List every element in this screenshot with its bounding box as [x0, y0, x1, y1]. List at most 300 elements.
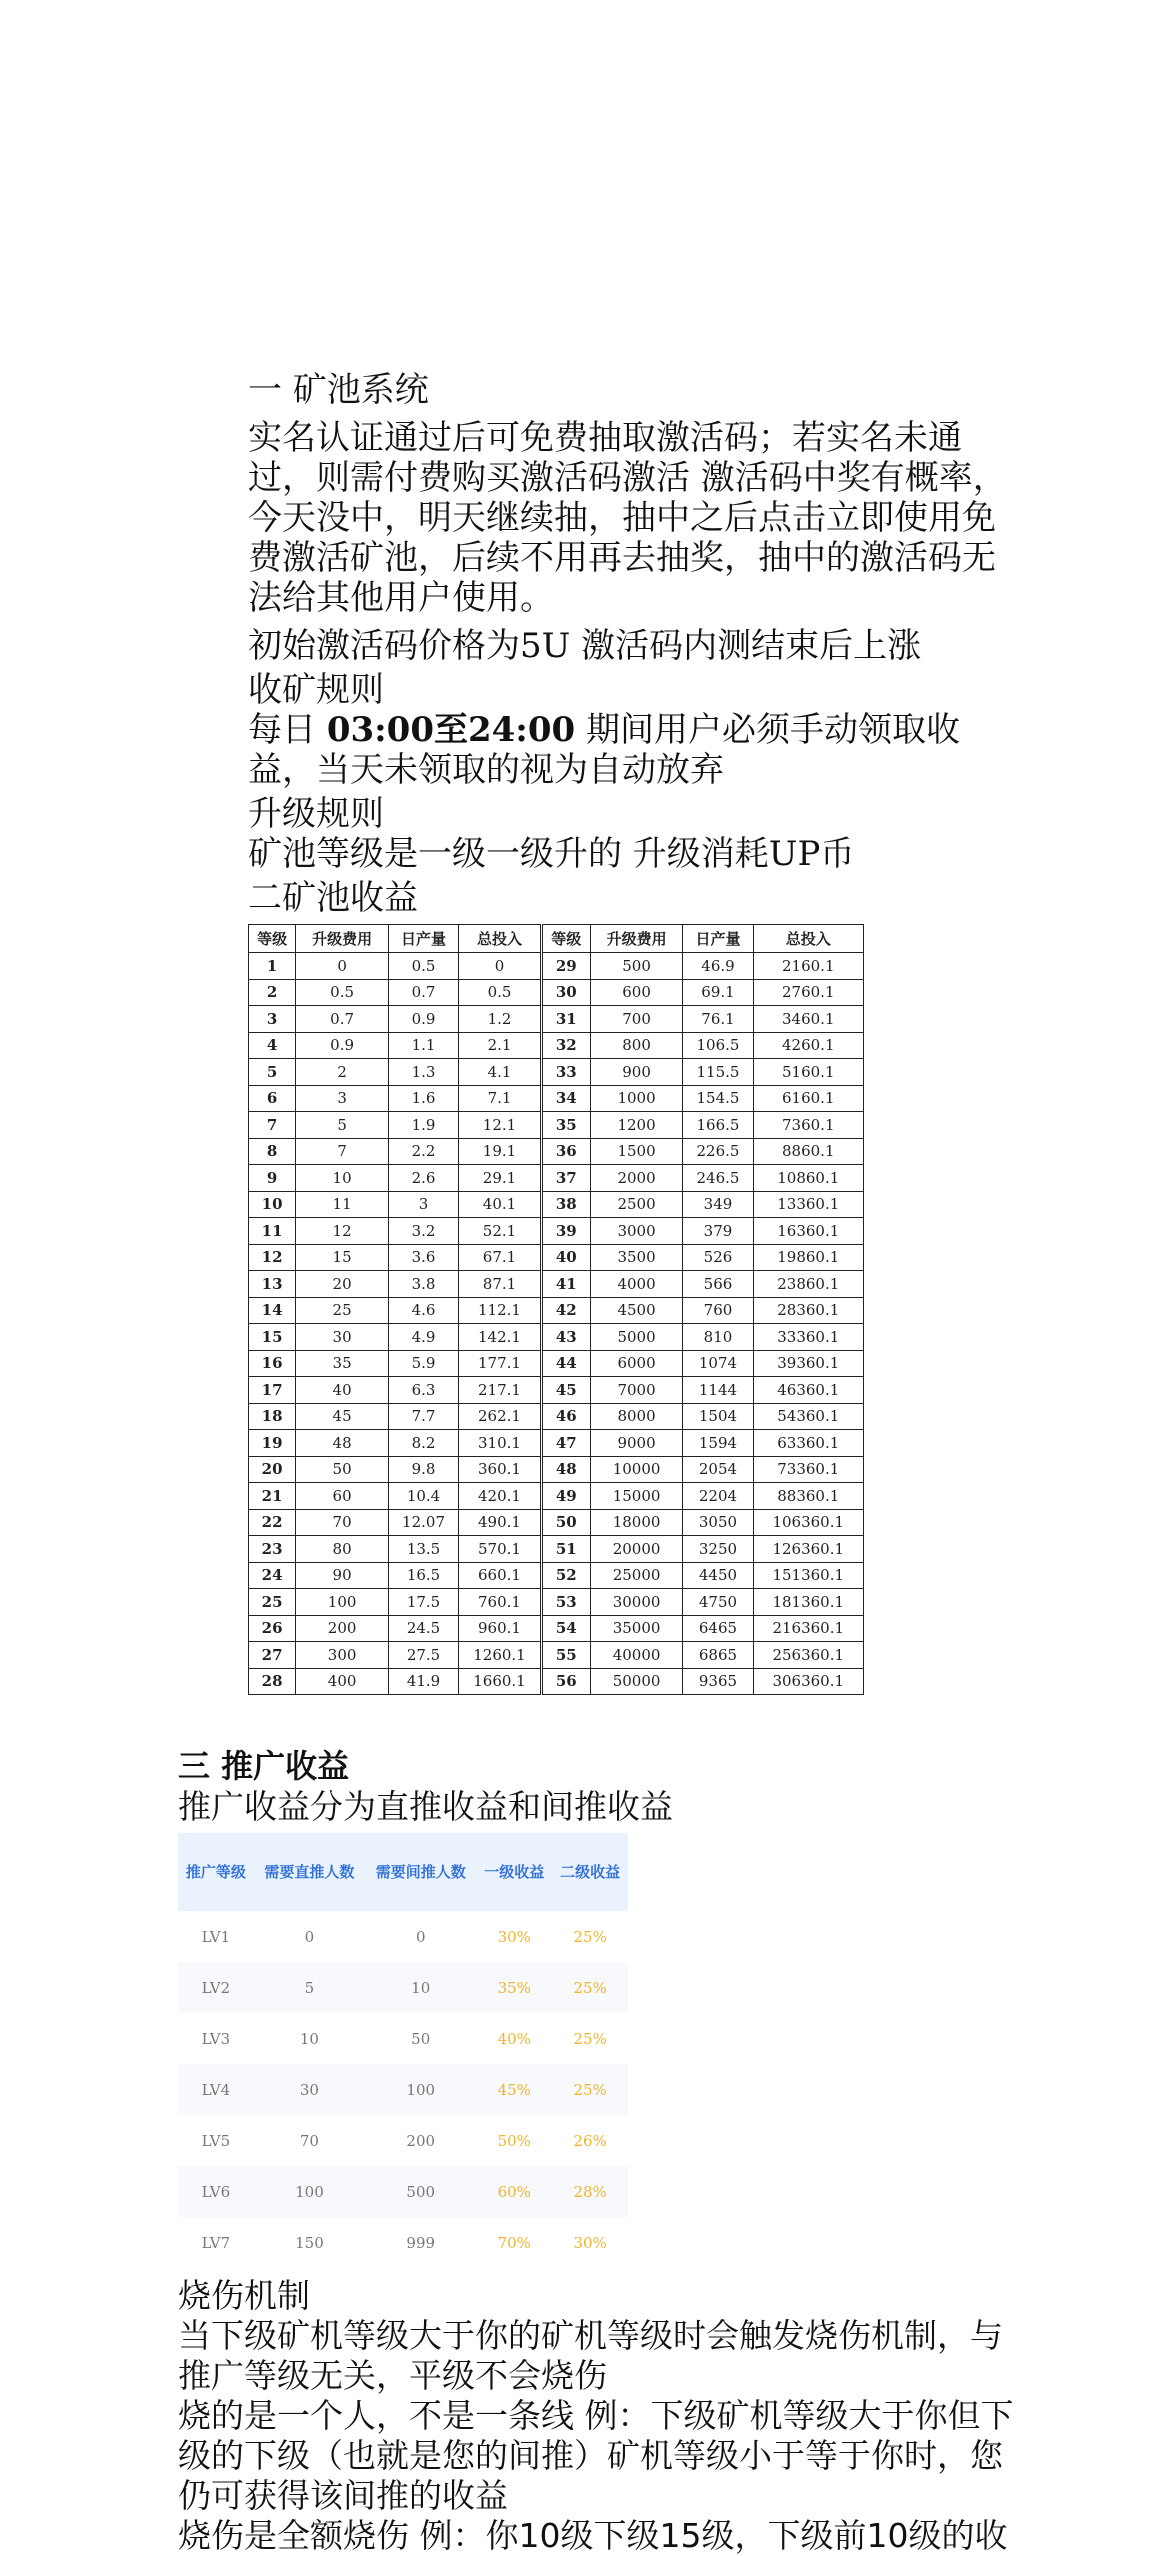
table-cell: 2054 — [683, 1456, 753, 1483]
table-cell: 43 — [541, 1324, 590, 1351]
mining-header-cell: 升级费用 — [296, 925, 389, 953]
table-cell: 40 — [296, 1377, 389, 1404]
table-cell: 10 — [365, 1962, 476, 2013]
table-cell: 25000 — [590, 1562, 683, 1589]
table-cell: 3 — [296, 1085, 389, 1112]
table-cell: 15000 — [590, 1483, 683, 1510]
table-cell: 69.1 — [683, 979, 753, 1006]
table-cell: 800 — [590, 1032, 683, 1059]
promotion-header-cell: 一级收益 — [476, 1833, 552, 1911]
table-cell: 19.1 — [459, 1138, 542, 1165]
table-row — [249, 1642, 864, 1669]
table-cell: 1200 — [590, 1112, 683, 1139]
table-cell: 50 — [541, 1509, 590, 1536]
table-cell: 4450 — [683, 1562, 753, 1589]
table-cell: 4000 — [590, 1271, 683, 1298]
table-cell: 14 — [249, 1297, 296, 1324]
table-cell: 2500 — [590, 1191, 683, 1218]
table-row — [249, 1562, 864, 1589]
table-cell: 30% — [573, 2233, 607, 2252]
table-cell: 9.8 — [389, 1456, 459, 1483]
table-row — [178, 1911, 628, 1962]
table-cell: 100 — [296, 1589, 389, 1616]
table-cell: 360.1 — [459, 1456, 542, 1483]
table-cell: 35000 — [590, 1615, 683, 1642]
table-cell: 27.5 — [389, 1642, 459, 1669]
table-cell: LV5 — [201, 2131, 231, 2150]
table-cell: 52 — [541, 1562, 590, 1589]
table-row — [249, 1668, 864, 1695]
table-cell: 12.1 — [459, 1112, 542, 1139]
mining-pool-section — [248, 370, 1008, 1695]
table-cell: 3 — [249, 1006, 296, 1033]
table-cell: 31 — [541, 1006, 590, 1033]
table-cell: 112.1 — [459, 1297, 542, 1324]
table-cell: 3500 — [590, 1244, 683, 1271]
table-cell: 500 — [365, 2166, 476, 2217]
promotion-header-cell: 需要间推人数 — [365, 1833, 476, 1911]
table-cell: 70 — [299, 2131, 319, 2150]
table-cell: 6465 — [683, 1615, 753, 1642]
table-cell: 25% — [552, 1962, 628, 2013]
table-cell: 46360.1 — [753, 1377, 864, 1404]
mining-income-table-wrap — [248, 924, 864, 1695]
table-cell: 7360.1 — [753, 1112, 864, 1139]
table-cell: 6865 — [683, 1642, 753, 1669]
table-row — [249, 1483, 864, 1510]
table-cell: 500 — [590, 953, 683, 980]
collect-prefix: 每日 — [248, 710, 327, 750]
table-cell: 38 — [541, 1191, 590, 1218]
table-cell: 39 — [541, 1218, 590, 1245]
section2-title: 二矿池收益 — [248, 878, 418, 918]
table-cell: 7 — [249, 1112, 296, 1139]
collect-suffix: 期间用户必须手动领取收益，当天未领取的视为自动放弃 — [248, 710, 960, 790]
table-cell: 1000 — [590, 1085, 683, 1112]
table-cell: 5.9 — [389, 1350, 459, 1377]
table-cell: 48 — [541, 1456, 590, 1483]
table-cell: 18 — [249, 1403, 296, 1430]
upgrade-rule-title: 升级规则 — [248, 794, 384, 834]
table-cell: 44 — [541, 1350, 590, 1377]
table-cell: 60% — [476, 2166, 552, 2217]
table-cell: 1 — [249, 953, 296, 980]
table-cell: 20 — [249, 1456, 296, 1483]
table-cell: 25 — [296, 1297, 389, 1324]
table-cell: 19 — [249, 1430, 296, 1457]
table-cell: 379 — [683, 1218, 753, 1245]
table-cell: LV4 — [178, 2064, 254, 2115]
table-row — [249, 1085, 864, 1112]
table-cell: 1.6 — [389, 1085, 459, 1112]
table-row — [178, 2064, 628, 2115]
table-cell: 28% — [552, 2166, 628, 2217]
table-row — [249, 1218, 864, 1245]
table-cell: 8000 — [590, 1403, 683, 1430]
table-cell: 4.1 — [459, 1059, 542, 1086]
table-cell: 51 — [541, 1536, 590, 1563]
table-cell: 5000 — [590, 1324, 683, 1351]
table-cell: 900 — [590, 1059, 683, 1086]
table-cell: 3250 — [683, 1536, 753, 1563]
promotion-table-header — [178, 1833, 628, 1911]
table-cell: 15 — [249, 1324, 296, 1351]
table-row — [249, 1059, 864, 1086]
table-cell: 262.1 — [459, 1403, 542, 1430]
table-cell: 181360.1 — [753, 1589, 864, 1616]
table-cell: 3000 — [590, 1218, 683, 1245]
table-row — [178, 2217, 628, 2268]
table-cell: 26 — [249, 1615, 296, 1642]
table-row — [249, 1350, 864, 1377]
table-cell: 217.1 — [459, 1377, 542, 1404]
table-cell: 4260.1 — [753, 1032, 864, 1059]
table-row — [249, 1271, 864, 1298]
promotion-intro: 推广收益分为直推收益和间推收益 — [178, 1787, 673, 1826]
promotion-header-cell: 推广等级 — [178, 1833, 254, 1911]
table-cell: 49 — [541, 1483, 590, 1510]
table-cell: 100 — [365, 2064, 476, 2115]
table-cell: 24 — [249, 1562, 296, 1589]
table-cell: 566 — [683, 1271, 753, 1298]
mining-header-cell: 升级费用 — [590, 925, 683, 953]
table-cell: 16 — [249, 1350, 296, 1377]
table-cell: 7.7 — [389, 1403, 459, 1430]
table-cell: LV3 — [201, 2029, 231, 2048]
table-cell: 20000 — [590, 1536, 683, 1563]
table-cell: 80 — [296, 1536, 389, 1563]
table-cell: 18000 — [590, 1509, 683, 1536]
mining-header-cell: 等级 — [249, 925, 296, 953]
table-cell: 0.7 — [296, 1006, 389, 1033]
promotion-table — [178, 1833, 628, 2268]
table-cell: 106360.1 — [753, 1509, 864, 1536]
table-cell: 6 — [249, 1085, 296, 1112]
table-cell: 1.2 — [459, 1006, 542, 1033]
table-cell: 9365 — [683, 1668, 753, 1695]
table-cell: 1074 — [683, 1350, 753, 1377]
table-cell: 21 — [249, 1483, 296, 1510]
table-cell: 60 — [296, 1483, 389, 1510]
table-cell: 50000 — [590, 1668, 683, 1695]
table-cell: 3050 — [683, 1509, 753, 1536]
table-cell: 2204 — [683, 1483, 753, 1510]
table-row — [178, 1962, 628, 2013]
table-cell: 12 — [249, 1244, 296, 1271]
table-cell: 216360.1 — [753, 1615, 864, 1642]
table-cell: 2.6 — [389, 1165, 459, 1192]
table-cell: 2 — [296, 1059, 389, 1086]
table-cell: LV1 — [201, 1927, 231, 1946]
table-cell: 35 — [541, 1112, 590, 1139]
table-cell: 32 — [541, 1032, 590, 1059]
activation-price-paragraph: 初始激活码价格为5U 激活码内测结束后上涨 — [248, 626, 922, 666]
table-cell: 200 — [296, 1615, 389, 1642]
table-cell: 9 — [249, 1165, 296, 1192]
table-cell: 1.3 — [389, 1059, 459, 1086]
table-cell: 22 — [249, 1509, 296, 1536]
table-cell: 7 — [296, 1138, 389, 1165]
promotion-header-cell: 需要直推人数 — [254, 1833, 365, 1911]
table-row — [178, 2166, 628, 2217]
table-cell: 400 — [296, 1668, 389, 1695]
table-cell: 90 — [296, 1562, 389, 1589]
table-cell: 4500 — [590, 1297, 683, 1324]
table-cell: 0.9 — [389, 1006, 459, 1033]
table-cell: 6000 — [590, 1350, 683, 1377]
table-cell: 1500 — [590, 1138, 683, 1165]
promotion-header-cell: 二级收益 — [552, 1833, 628, 1911]
table-cell: 55 — [541, 1642, 590, 1669]
table-cell: 5160.1 — [753, 1059, 864, 1086]
collect-time: 03:00至24:00 — [326, 710, 576, 750]
table-row — [249, 1403, 864, 1430]
table-cell: 166.5 — [683, 1112, 753, 1139]
table-cell: 33360.1 — [753, 1324, 864, 1351]
table-cell: 46.9 — [683, 953, 753, 980]
table-cell: 13.5 — [389, 1536, 459, 1563]
table-cell: 52.1 — [459, 1218, 542, 1245]
table-cell: 25% — [552, 2064, 628, 2115]
table-cell: 40% — [497, 2029, 531, 2048]
table-row — [249, 1297, 864, 1324]
table-row — [249, 1615, 864, 1642]
table-cell: 0.7 — [389, 979, 459, 1006]
table-cell: 306360.1 — [753, 1668, 864, 1695]
table-cell: 12.07 — [389, 1509, 459, 1536]
table-cell: 2160.1 — [753, 953, 864, 980]
table-cell: 10860.1 — [753, 1165, 864, 1192]
table-cell: 5 — [249, 1059, 296, 1086]
mining-header-cell: 总投入 — [753, 925, 864, 953]
table-cell: 30000 — [590, 1589, 683, 1616]
table-row — [249, 1165, 864, 1192]
table-row — [249, 1032, 864, 1059]
table-row — [249, 1456, 864, 1483]
table-cell: 0 — [296, 953, 389, 980]
table-cell: 960.1 — [459, 1615, 542, 1642]
table-cell: 7000 — [590, 1377, 683, 1404]
table-row — [249, 1112, 864, 1139]
table-cell: 20 — [296, 1271, 389, 1298]
table-cell: 200 — [406, 2131, 436, 2150]
table-cell: 177.1 — [459, 1350, 542, 1377]
collect-rule-text — [248, 710, 1008, 790]
table-cell: 1.1 — [389, 1032, 459, 1059]
table-row — [249, 1430, 864, 1457]
table-cell: 6160.1 — [753, 1085, 864, 1112]
table-cell: 8.2 — [389, 1430, 459, 1457]
table-cell: 3.2 — [389, 1218, 459, 1245]
table-cell: 106.5 — [683, 1032, 753, 1059]
table-cell: 26% — [573, 2131, 607, 2150]
table-cell: 999 — [406, 2233, 436, 2252]
activation-code-paragraph: 实名认证通过后可免费抽取激活码；若实名未通过，则需付费购买激活码激活 激活码中奖有概率，今天没中，明天继续抽，抽中之后点击立即使用免费激活矿池，后续不用再去抽奖，抽中的激活码无法给其他用户使用。 — [248, 418, 1007, 618]
table-row — [249, 1006, 864, 1033]
table-cell: 526 — [683, 1244, 753, 1271]
table-cell: 30 — [296, 1324, 389, 1351]
table-cell: 420.1 — [459, 1483, 542, 1510]
table-cell: 40000 — [590, 1642, 683, 1669]
table-cell: 63360.1 — [753, 1430, 864, 1457]
table-cell: 2000 — [590, 1165, 683, 1192]
table-row — [178, 2013, 628, 2064]
table-cell: 126360.1 — [753, 1536, 864, 1563]
table-cell: 29 — [541, 953, 590, 980]
table-cell: 246.5 — [683, 1165, 753, 1192]
table-cell: 1144 — [683, 1377, 753, 1404]
table-cell: 27 — [249, 1642, 296, 1669]
mining-header-cell: 日产量 — [683, 925, 753, 953]
table-cell: 19860.1 — [753, 1244, 864, 1271]
burn-paragraph-3: 烧伤是全额烧伤 例：你10级下级15级，下级前10级的收 — [178, 2516, 1008, 2555]
table-cell: 54360.1 — [753, 1403, 864, 1430]
table-cell: 0 — [459, 953, 542, 980]
table-row — [178, 2115, 628, 2166]
table-cell: 25 — [249, 1589, 296, 1616]
table-cell: 67.1 — [459, 1244, 542, 1271]
table-cell: 70 — [296, 1509, 389, 1536]
table-cell: 1594 — [683, 1430, 753, 1457]
table-cell: 12 — [296, 1218, 389, 1245]
mining-header-cell: 日产量 — [389, 925, 459, 953]
table-cell: 17.5 — [389, 1589, 459, 1616]
table-cell: 2760.1 — [753, 979, 864, 1006]
table-cell: 0 — [304, 1927, 315, 1946]
table-cell: 13360.1 — [753, 1191, 864, 1218]
table-cell: 47 — [541, 1430, 590, 1457]
burn-paragraph-1: 当下级矿机等级大于你的矿机等级时会触发烧伤机制，与推广等级无关，平级不会烧伤 — [178, 2316, 1003, 2395]
table-cell: 35 — [296, 1350, 389, 1377]
table-cell: 2 — [249, 979, 296, 1006]
table-cell: LV2 — [178, 1962, 254, 2013]
table-cell: LV6 — [178, 2166, 254, 2217]
table-row — [249, 1536, 864, 1563]
table-cell: 3.6 — [389, 1244, 459, 1271]
table-cell: 760.1 — [459, 1589, 542, 1616]
table-cell: 600 — [590, 979, 683, 1006]
table-cell: 34 — [541, 1085, 590, 1112]
table-cell: 3460.1 — [753, 1006, 864, 1033]
table-cell: 150 — [295, 2233, 324, 2252]
table-cell: 810 — [683, 1324, 753, 1351]
table-cell: 310.1 — [459, 1430, 542, 1457]
table-cell: 0.5 — [459, 979, 542, 1006]
table-cell: 23860.1 — [753, 1271, 864, 1298]
table-cell: 45% — [476, 2064, 552, 2115]
table-cell: 1.9 — [389, 1112, 459, 1139]
table-cell: 41.9 — [389, 1668, 459, 1695]
table-row — [249, 1244, 864, 1271]
section3-title: 三 推广收益 — [178, 1747, 350, 1785]
mining-income-table — [248, 924, 864, 1695]
table-cell: 5 — [296, 1112, 389, 1139]
table-cell: 16360.1 — [753, 1218, 864, 1245]
collect-rule-title: 收矿规则 — [248, 670, 384, 710]
table-cell: 73360.1 — [753, 1456, 864, 1483]
table-cell: 490.1 — [459, 1509, 542, 1536]
table-cell: 660.1 — [459, 1562, 542, 1589]
table-cell: 10.4 — [389, 1483, 459, 1510]
table-cell: 4.6 — [389, 1297, 459, 1324]
mining-header-cell: 等级 — [541, 925, 590, 953]
table-cell: 30% — [497, 1927, 531, 1946]
table-cell: 45 — [296, 1403, 389, 1430]
table-cell: 50 — [296, 1456, 389, 1483]
table-row — [249, 1138, 864, 1165]
table-cell: 154.5 — [683, 1085, 753, 1112]
table-cell: 5 — [254, 1962, 365, 2013]
table-cell: 16.5 — [389, 1562, 459, 1589]
table-cell: 300 — [296, 1642, 389, 1669]
table-cell: 10 — [299, 2029, 319, 2048]
table-cell: 4750 — [683, 1589, 753, 1616]
table-cell: 23 — [249, 1536, 296, 1563]
table-cell: 76.1 — [683, 1006, 753, 1033]
table-cell: 28 — [249, 1668, 296, 1695]
table-cell: 760 — [683, 1297, 753, 1324]
table-row — [249, 1324, 864, 1351]
promotion-table-wrap — [178, 1833, 628, 2268]
upgrade-rule-text: 矿池等级是一级一级升的 升级消耗UP币 — [248, 834, 855, 874]
table-cell: 87.1 — [459, 1271, 542, 1298]
promotion-section — [178, 1745, 1018, 2556]
table-row — [249, 979, 864, 1006]
table-cell: 2.2 — [389, 1138, 459, 1165]
table-cell: 10 — [296, 1165, 389, 1192]
table-cell: 17 — [249, 1377, 296, 1404]
section1-title: 一 矿池系统 — [248, 370, 429, 410]
table-cell: 100 — [254, 2166, 365, 2217]
table-cell: 28360.1 — [753, 1297, 864, 1324]
table-row — [249, 1191, 864, 1218]
table-cell: 9000 — [590, 1430, 683, 1457]
table-cell: 10 — [249, 1191, 296, 1218]
table-cell: 0 — [415, 1927, 426, 1946]
table-cell: 7.1 — [459, 1085, 542, 1112]
table-cell: 8860.1 — [753, 1138, 864, 1165]
table-cell: 11 — [249, 1218, 296, 1245]
table-cell: 53 — [541, 1589, 590, 1616]
table-row — [249, 1509, 864, 1536]
table-cell: 25% — [573, 1927, 607, 1946]
table-cell: LV7 — [201, 2233, 231, 2252]
table-cell: 36 — [541, 1138, 590, 1165]
table-cell: 10000 — [590, 1456, 683, 1483]
burn-title: 烧伤机制 — [178, 2276, 310, 2315]
table-cell: 4.9 — [389, 1324, 459, 1351]
table-cell: 13 — [249, 1271, 296, 1298]
table-cell: 24.5 — [389, 1615, 459, 1642]
table-cell: 700 — [590, 1006, 683, 1033]
table-cell: 50 — [411, 2029, 431, 2048]
table-cell: 37 — [541, 1165, 590, 1192]
table-cell: 88360.1 — [753, 1483, 864, 1510]
table-cell: 25% — [573, 2029, 607, 2048]
table-cell: 0.5 — [296, 979, 389, 1006]
table-cell: 40 — [541, 1244, 590, 1271]
table-cell: 1260.1 — [459, 1642, 542, 1669]
table-cell: 30 — [541, 979, 590, 1006]
table-cell: 39360.1 — [753, 1350, 864, 1377]
mining-header-cell: 总投入 — [459, 925, 542, 953]
table-cell: 256360.1 — [753, 1642, 864, 1669]
table-row — [249, 953, 864, 980]
table-cell: 48 — [296, 1430, 389, 1457]
table-cell: 151360.1 — [753, 1562, 864, 1589]
table-cell: 29.1 — [459, 1165, 542, 1192]
table-cell: 1660.1 — [459, 1668, 542, 1695]
